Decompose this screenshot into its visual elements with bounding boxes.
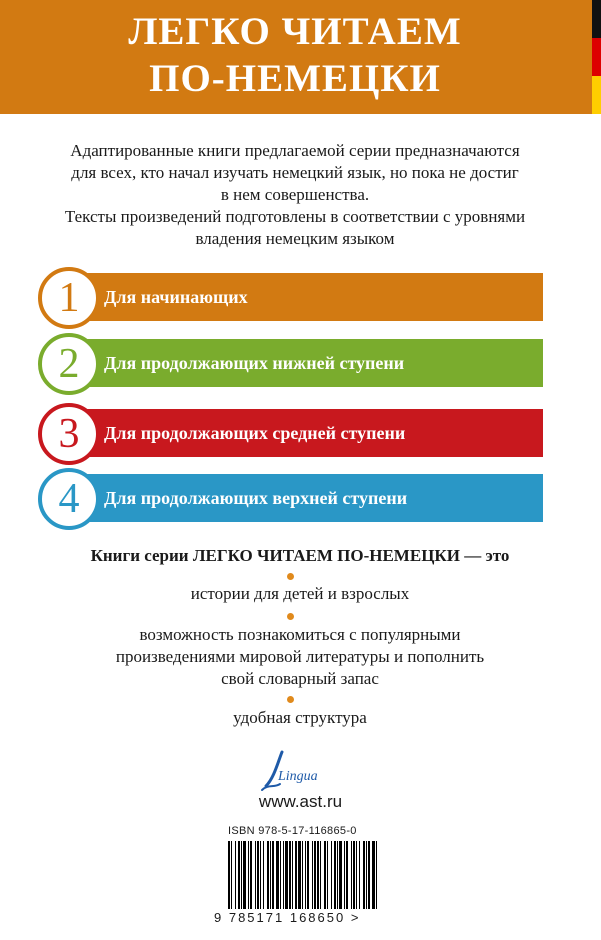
barcode-icon: [226, 841, 381, 909]
level-1: [38, 267, 543, 329]
barcode-bar: [317, 841, 319, 909]
level-label: Для продолжающих нижней ступени: [104, 353, 405, 373]
barcode-bar: [238, 841, 240, 909]
intro-line: владения немецким языком: [195, 229, 395, 248]
barcode-bar: [312, 841, 313, 909]
level-3: [38, 403, 543, 465]
barcode-bar: [283, 841, 284, 909]
german-flag-icon: [592, 0, 601, 114]
barcode-bar: [363, 841, 365, 909]
flag-stripe-red: [592, 38, 601, 76]
level-number-circle: 3: [38, 403, 100, 465]
barcode-bar: [366, 841, 367, 909]
barcode-bar: [285, 841, 288, 909]
flag-stripe-black: [592, 0, 601, 38]
header-banner: [0, 0, 601, 114]
barcode-bar: [305, 841, 306, 909]
intro-line: для всех, кто начал изучать немецкий язык, но пока не достиг: [71, 163, 519, 182]
bullet-icon: [287, 696, 294, 703]
intro-line: Адаптированные книги предлагаемой серии предназначаются: [70, 141, 520, 160]
barcode-bar: [353, 841, 355, 909]
level-number-circle: 4: [38, 468, 100, 530]
series-item-2: [20, 624, 580, 690]
series-item-1: [20, 583, 580, 605]
barcode-bar: [263, 841, 264, 909]
flag-stripe-gold: [592, 76, 601, 114]
barcode-bar: [231, 841, 232, 909]
series-title-line-2: ПО-НЕМЕЦКИ: [149, 57, 441, 100]
barcode-bar: [356, 841, 357, 909]
barcode-bar: [372, 841, 375, 909]
barcode-bar: [359, 841, 360, 909]
bullet-icon: [287, 573, 294, 580]
barcode-bar: [241, 841, 242, 909]
barcode-bar: [243, 841, 246, 909]
barcode-bar: [267, 841, 269, 909]
barcode-bar: [235, 841, 236, 909]
barcode-bar: [324, 841, 326, 909]
series-item-line: возможность познакомиться с популярными: [139, 625, 461, 644]
lingua-logo-icon: [258, 748, 328, 794]
barcode-bar: [295, 841, 297, 909]
website-link: www.ast.ru: [258, 792, 343, 811]
series-title-line-1: ЛЕГКО ЧИТАЕМ: [128, 10, 462, 53]
level-label: Для продолжающих средней ступени: [104, 423, 406, 443]
barcode-bar: [368, 841, 370, 909]
level-2: [38, 333, 543, 395]
series-item-line: удобная структура: [233, 708, 367, 727]
bullet-icon: [287, 613, 294, 620]
barcode-bar: [250, 841, 252, 909]
barcode-bar: [228, 841, 230, 909]
barcode-bar: [292, 841, 293, 909]
barcode-bar: [320, 841, 321, 909]
level-number-circle: 1: [38, 267, 100, 329]
barcode-bar: [346, 841, 348, 909]
barcode-bar: [298, 841, 301, 909]
barcode-bar: [302, 841, 303, 909]
level-number-circle: 2: [38, 333, 100, 395]
barcode-bar: [260, 841, 261, 909]
barcode-bar: [331, 841, 332, 909]
isbn-label: ISBN 978-5-17-116865-0: [228, 825, 357, 837]
series-item-line: истории для детей и взрослых: [190, 584, 410, 603]
series-heading: Книги серии ЛЕГКО ЧИТАЕМ ПО-НЕМЕЦКИ — это: [90, 546, 510, 565]
level-4: [38, 468, 543, 530]
barcode-bar: [248, 841, 249, 909]
level-label: Для начинающих: [104, 287, 248, 307]
series-item-line: произведениями мировой литературы и пополнить: [115, 647, 485, 666]
intro-line: Тексты произведений подготовлены в соответствии с уровнями: [64, 207, 526, 226]
intro-line: в нем совершенства.: [220, 185, 370, 204]
barcode-bar: [337, 841, 338, 909]
barcode-digits: 9 785171 168650 >: [214, 910, 361, 925]
barcode-bar: [257, 841, 259, 909]
barcode-bar: [276, 841, 279, 909]
intro-text: [30, 140, 560, 250]
barcode-bar: [351, 841, 352, 909]
series-item-3: [20, 707, 580, 729]
level-label: Для продолжающих верхней ступени: [104, 488, 408, 508]
barcode-bar: [376, 841, 377, 909]
barcode-bar: [255, 841, 256, 909]
logo-text: Lingua: [278, 769, 318, 784]
barcode-bar: [307, 841, 309, 909]
barcode-bar: [334, 841, 336, 909]
barcode-bar: [272, 841, 274, 909]
barcode-bar: [344, 841, 345, 909]
barcode-bar: [339, 841, 342, 909]
barcode-bar: [314, 841, 316, 909]
series-title: [0, 8, 590, 102]
barcode-bar: [327, 841, 328, 909]
barcode-bar: [289, 841, 291, 909]
series-item-line: свой словарный запас: [221, 669, 379, 688]
barcode-bar: [270, 841, 271, 909]
barcode-bar: [280, 841, 281, 909]
